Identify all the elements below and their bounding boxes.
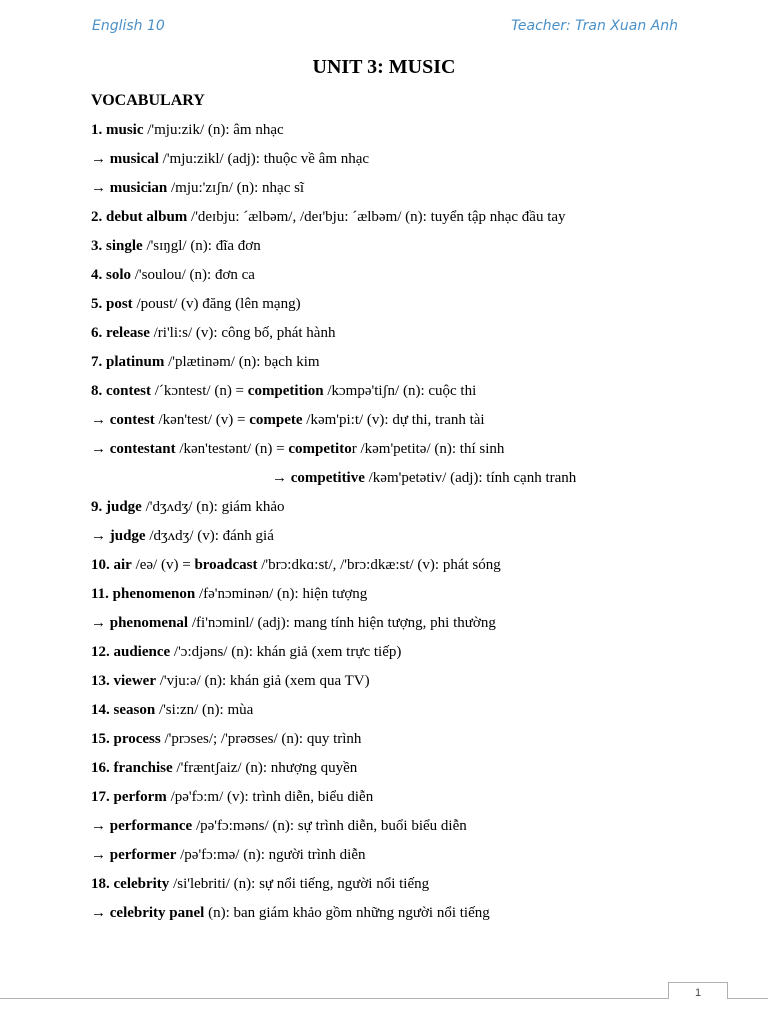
vocab-term: 1. music [91, 122, 144, 138]
vocab-term: phenomenal [109, 615, 189, 631]
vocab-entry [91, 812, 748, 841]
vocab-term: 13. viewer [91, 673, 156, 689]
vocab-entry [91, 203, 748, 232]
vocab-text: → [91, 151, 110, 167]
vocab-entry [91, 609, 748, 638]
vocab-entry [91, 406, 748, 435]
vocab-term: 14. season [91, 702, 156, 718]
vocab-text: /kɔmpə'tiʃn/ (n): cuộc thi [323, 383, 477, 399]
vocab-text: /kən'testənt/ (n) = [175, 441, 289, 457]
vocab-text: /'brɔ:dkɑ:st/, /'brɔ:dkæ:st/ (v): phát sóng [257, 557, 501, 573]
vocab-entry [91, 551, 748, 580]
vocab-text: /ri'li:s/ (v): công bố, phát hành [149, 325, 336, 341]
vocab-entry [91, 261, 748, 290]
vocab-term: 9. judge [91, 499, 142, 515]
vocab-text: → [272, 470, 291, 486]
vocab-text: → [91, 905, 110, 921]
vocab-text: /'vju:ə/ (n): khán giả (xem qua TV) [155, 673, 370, 689]
vocab-term: 3. single [91, 238, 143, 254]
section-heading: VOCABULARY [91, 92, 205, 109]
header-teacher: Teacher: Tran Xuan Anh [511, 18, 678, 34]
vocab-term: competito [288, 441, 352, 457]
vocab-entry [91, 174, 748, 203]
footer-divider [0, 998, 768, 999]
vocab-text: → [91, 412, 110, 428]
vocab-text: /´kɔntest/ (n) = [151, 383, 248, 399]
vocab-text: /'soulou/ (n): đơn ca [131, 267, 255, 283]
vocab-entry [91, 435, 748, 464]
vocab-entry [91, 667, 748, 696]
vocab-entry [91, 783, 748, 812]
vocab-entry [91, 696, 748, 725]
vocab-term: judge [109, 528, 146, 544]
vocab-text: /'sɪŋgl/ (n): đĩa đơn [142, 238, 261, 254]
vocab-entry [91, 145, 748, 174]
vocab-term: compete [249, 412, 303, 428]
vocab-term: 10. air [91, 557, 132, 573]
vocab-text: /'plætinəm/ (n): bạch kim [164, 354, 320, 370]
vocab-text: /mju:'zɪʃn/ (n): nhạc sĩ [167, 180, 305, 196]
vocab-entry [91, 899, 748, 928]
vocab-term: broadcast [194, 557, 258, 573]
header-course: English 10 [92, 18, 165, 34]
vocab-entry [91, 870, 748, 899]
vocab-text: /'si:zn/ (n): mùa [155, 702, 254, 718]
vocab-text: /poust/ (v) đăng (lên mạng) [132, 296, 301, 312]
vocab-text: /kən'test/ (v) = [154, 412, 250, 428]
vocab-term: contestant [109, 441, 176, 457]
page-header [92, 18, 678, 38]
vocab-term: 11. phenomenon [91, 586, 196, 602]
vocab-term: celebrity panel [109, 905, 205, 921]
vocab-text: /fə'nɔminən/ (n): hiện tượng [195, 586, 368, 602]
page-number: 1 [668, 982, 728, 999]
vocab-text: /pə'fɔ:mə/ (n): người trình diễn [176, 847, 366, 863]
vocab-term: performer [109, 847, 177, 863]
vocab-text: /'deɪbju: ´ælbəm/, /deɪ'bju: ´ælbəm/ (n): tuyển tập nhạc đầu tay [187, 209, 566, 225]
vocab-text: /pə'fɔ:m/ (v): trình diễn, biểu diễn [166, 789, 374, 805]
vocab-term: competition [247, 383, 324, 399]
vocab-text: → [91, 528, 110, 544]
vocab-entry [91, 493, 748, 522]
vocab-text: /fi'nɔminl/ (adj): mang tính hiện tượng, phi thường [188, 615, 496, 631]
vocab-text: (n): ban giám khảo gồm những người nổi tiếng [204, 905, 490, 921]
vocab-text: → [91, 847, 110, 863]
vocab-entry [91, 754, 748, 783]
vocab-text: → [91, 818, 110, 834]
vocab-text: → [91, 441, 110, 457]
vocab-term: 8. contest [91, 383, 151, 399]
vocab-term: 4. solo [91, 267, 132, 283]
vocab-term: 17. perform [91, 789, 167, 805]
vocabulary-list [91, 116, 748, 928]
vocab-text: /kəm'petətiv/ (adj): tính cạnh tranh [364, 470, 577, 486]
vocab-text: /'dʒʌdʒ/ (n): giám khảo [141, 499, 285, 515]
unit-title: UNIT 3: MUSIC [312, 56, 456, 78]
vocab-entry [91, 464, 748, 493]
vocab-text: /'prɔses/; /'prəʊses/ (n): quy trình [160, 731, 362, 747]
vocab-entry [91, 841, 748, 870]
vocab-text: /eə/ (v) = [131, 557, 195, 573]
vocab-term: 12. audience [91, 644, 171, 660]
vocab-entry [91, 116, 748, 145]
vocab-term: 15. process [91, 731, 161, 747]
vocab-entry [91, 377, 748, 406]
vocab-term: musician [109, 180, 168, 196]
vocab-text: → [91, 615, 110, 631]
vocab-text: r /kəm'petitə/ (n): thí sinh [351, 441, 505, 457]
vocab-term: 7. platinum [91, 354, 165, 370]
vocab-entry [91, 580, 748, 609]
vocab-text: /dʒʌdʒ/ (v): đánh giá [145, 528, 274, 544]
vocab-entry [91, 319, 748, 348]
vocab-entry [91, 725, 748, 754]
vocab-entry [91, 348, 748, 377]
vocab-entry [91, 638, 748, 667]
vocab-term: competitive [290, 470, 365, 486]
vocab-term: performance [109, 818, 193, 834]
vocab-entry [91, 232, 748, 261]
vocab-term: contest [109, 412, 155, 428]
vocab-term: 18. celebrity [91, 876, 170, 892]
vocab-entry [91, 290, 748, 319]
vocab-text: /'ɔ:djəns/ (n): khán giả (xem trực tiếp) [170, 644, 402, 660]
vocab-text: /kəm'pi:t/ (v): dự thi, tranh tài [302, 412, 485, 428]
vocab-term: musical [109, 151, 159, 167]
vocab-text: /pə'fɔ:məns/ (n): sự trình diễn, buổi biểu diễn [192, 818, 467, 834]
vocab-term: 16. franchise [91, 760, 173, 776]
vocab-term: 6. release [91, 325, 150, 341]
vocab-entry [91, 522, 748, 551]
vocab-text: → [91, 180, 110, 196]
vocab-text: /'fræntʃaiz/ (n): nhượng quyền [172, 760, 358, 776]
vocab-term: 5. post [91, 296, 133, 312]
vocab-text: /'mju:zikl/ (adj): thuộc về âm nhạc [158, 151, 370, 167]
vocab-term: 2. debut album [91, 209, 188, 225]
vocab-text: /si'lebriti/ (n): sự nổi tiếng, người nổi tiếng [169, 876, 430, 892]
vocab-text: /'mju:zik/ (n): âm nhạc [143, 122, 284, 138]
